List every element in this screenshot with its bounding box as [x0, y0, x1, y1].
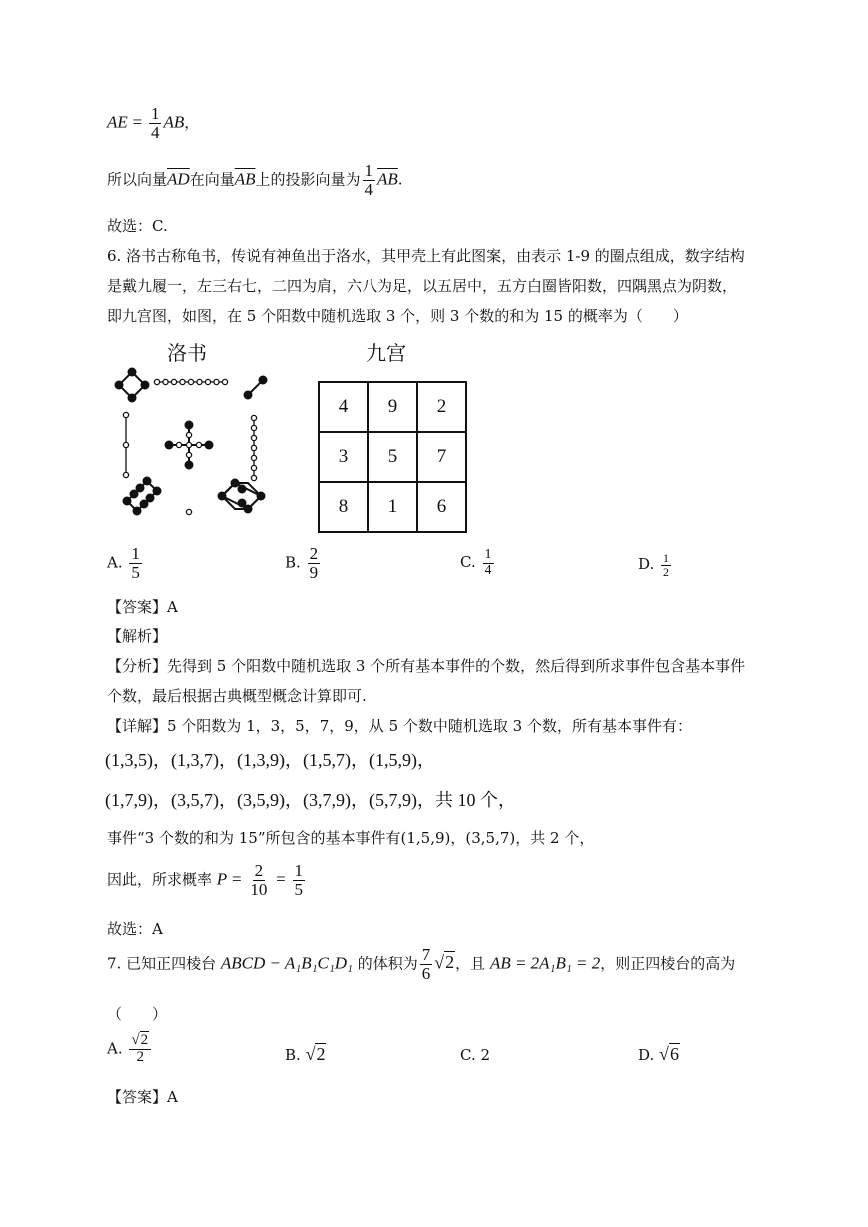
grid-cell: 5 [368, 432, 417, 482]
grid-cell: 8 [319, 482, 368, 532]
q6-fenxi-2: 个数，最后根据古典概型概念计算即可. [107, 687, 367, 705]
luoshu-nine-white [154, 379, 227, 384]
projection-fraction: $\frac{1}{4}$ [364, 161, 373, 199]
q7-option-c: C. 2 [460, 1046, 491, 1064]
q7-stem: 7. 已知正四棱台 ABCD − A₁B₁C₁D₁ 的体积为 $\frac{7}{6}$ √2，且 AB = 2A₁B₁ = 2，则正四棱台的高为 [107, 945, 736, 983]
label-luoshu: 洛书 [167, 341, 207, 365]
q7-paren: （ ） [107, 1005, 168, 1023]
ae-lhs: AE [107, 112, 128, 132]
luoshu-two-black [245, 377, 267, 399]
q6-analysis: 【解析】 [107, 627, 168, 645]
jiugong-grid [318, 381, 467, 533]
q6-option-a: A. $\frac{1}{5}$ [107, 544, 140, 582]
q6-events-1: (1,3,5)，(1,3,7)，(1,3,9)，(1,5,7)，(1,5,9)， [105, 750, 435, 770]
grid-cell: 1 [368, 482, 417, 532]
q6-line1: 6. 洛书古称龟书，传说有神鱼出于洛水，其甲壳上有此图案，由表示 1-9 的圈点组成，数字结构 [107, 247, 745, 265]
ae-ab: AB [163, 112, 185, 132]
grid-cell: 6 [417, 482, 466, 532]
ae-equation: AE = $\frac{1}{4}$ AB， [107, 104, 200, 142]
grid-row [319, 432, 466, 482]
luoshu-eight-black [124, 478, 161, 515]
ae-eq: = [132, 112, 143, 132]
vector-ad: $\overline{AD}$ [167, 169, 190, 189]
luoshu-seven-white [251, 415, 256, 480]
q6-event-line: 事件“3 个数的和为 15”所包含的基本事件有(1,5,9)，(3,5,7)，共 2 个， [107, 829, 595, 847]
choose-c: 故选：C. [107, 217, 168, 235]
grid-cell: 3 [319, 432, 368, 482]
luoshu-diagram [105, 365, 290, 525]
grid-cell: 7 [417, 432, 466, 482]
q6-choose: 故选：A [107, 920, 163, 938]
grid-row [319, 382, 466, 432]
q6-fenxi-1: 【分析】先得到 5 个阳数中随机选取 3 个所有基本事件的个数，然后得到所求事件包含基本事件 [107, 657, 746, 675]
q7-option-d: D. √6 [638, 1044, 679, 1064]
projection-line: 所以向量$\overline{AD}$在向量$\overline{AB}$上的投影向量为 $\frac{1}{4}$ $\overline{AB}$. [107, 161, 403, 199]
q7-solid: ABCD − A₁B₁C₁D₁ [220, 953, 353, 973]
q7-option-b: B. √2 [285, 1044, 326, 1064]
luoshu-six-black [219, 480, 265, 513]
luoshu-three-white [123, 412, 128, 477]
luoshu-four-black [116, 369, 149, 402]
q6-option-c: C. $\frac{1}{4}$ [460, 547, 492, 578]
q7-answer: 【答案】A [107, 1088, 178, 1106]
q7-condition: AB = 2A₁B₁ = 2 [489, 953, 601, 973]
q6-xiangjie: 【详解】5 个阳数为 1，3，5，7，9，从 5 个数中随机选取 3 个数，所有基本事件有： [107, 717, 692, 735]
vector-ab: $\overline{AB}$ [234, 169, 256, 189]
q7-option-a: A. $\frac{√2}{2}$ [107, 1033, 153, 1066]
q6-line3: 即九宫图，如图，在 5 个阳数中随机选取 3 个，则 3 个数的和为 15 的概率为（ ） [107, 307, 688, 325]
q6-option-d: D. $\frac{1}{2}$ [638, 551, 670, 579]
grid-cell: 2 [417, 382, 466, 432]
ae-fraction: $\frac{1}{4}$ [150, 104, 160, 142]
grid-cell: 9 [368, 382, 417, 432]
label-jiugong: 九宫 [366, 341, 406, 365]
grid-cell: 4 [319, 382, 368, 432]
luoshu-one-white [186, 509, 191, 514]
q6-events-2: (1,7,9)，(3,5,7)，(3,5,9)，(3,7,9)，(5,7,9)，共 10 个， [105, 790, 516, 810]
q6-answer: 【答案】A [107, 598, 178, 616]
luoshu-five-white [176, 432, 201, 457]
q6-option-b: B. $\frac{2}{9}$ [285, 544, 319, 582]
q6-line2: 是戴九履一，左三右七，二四为肩，六八为足，以五居中，五方白圈皆阳数，四隅黑点为阴数， [107, 277, 738, 295]
q6-probability: 因此，所求概率 P = $\frac{2}{10}$ = $\frac{1}{5}$ [107, 861, 303, 899]
grid-row [319, 482, 466, 532]
